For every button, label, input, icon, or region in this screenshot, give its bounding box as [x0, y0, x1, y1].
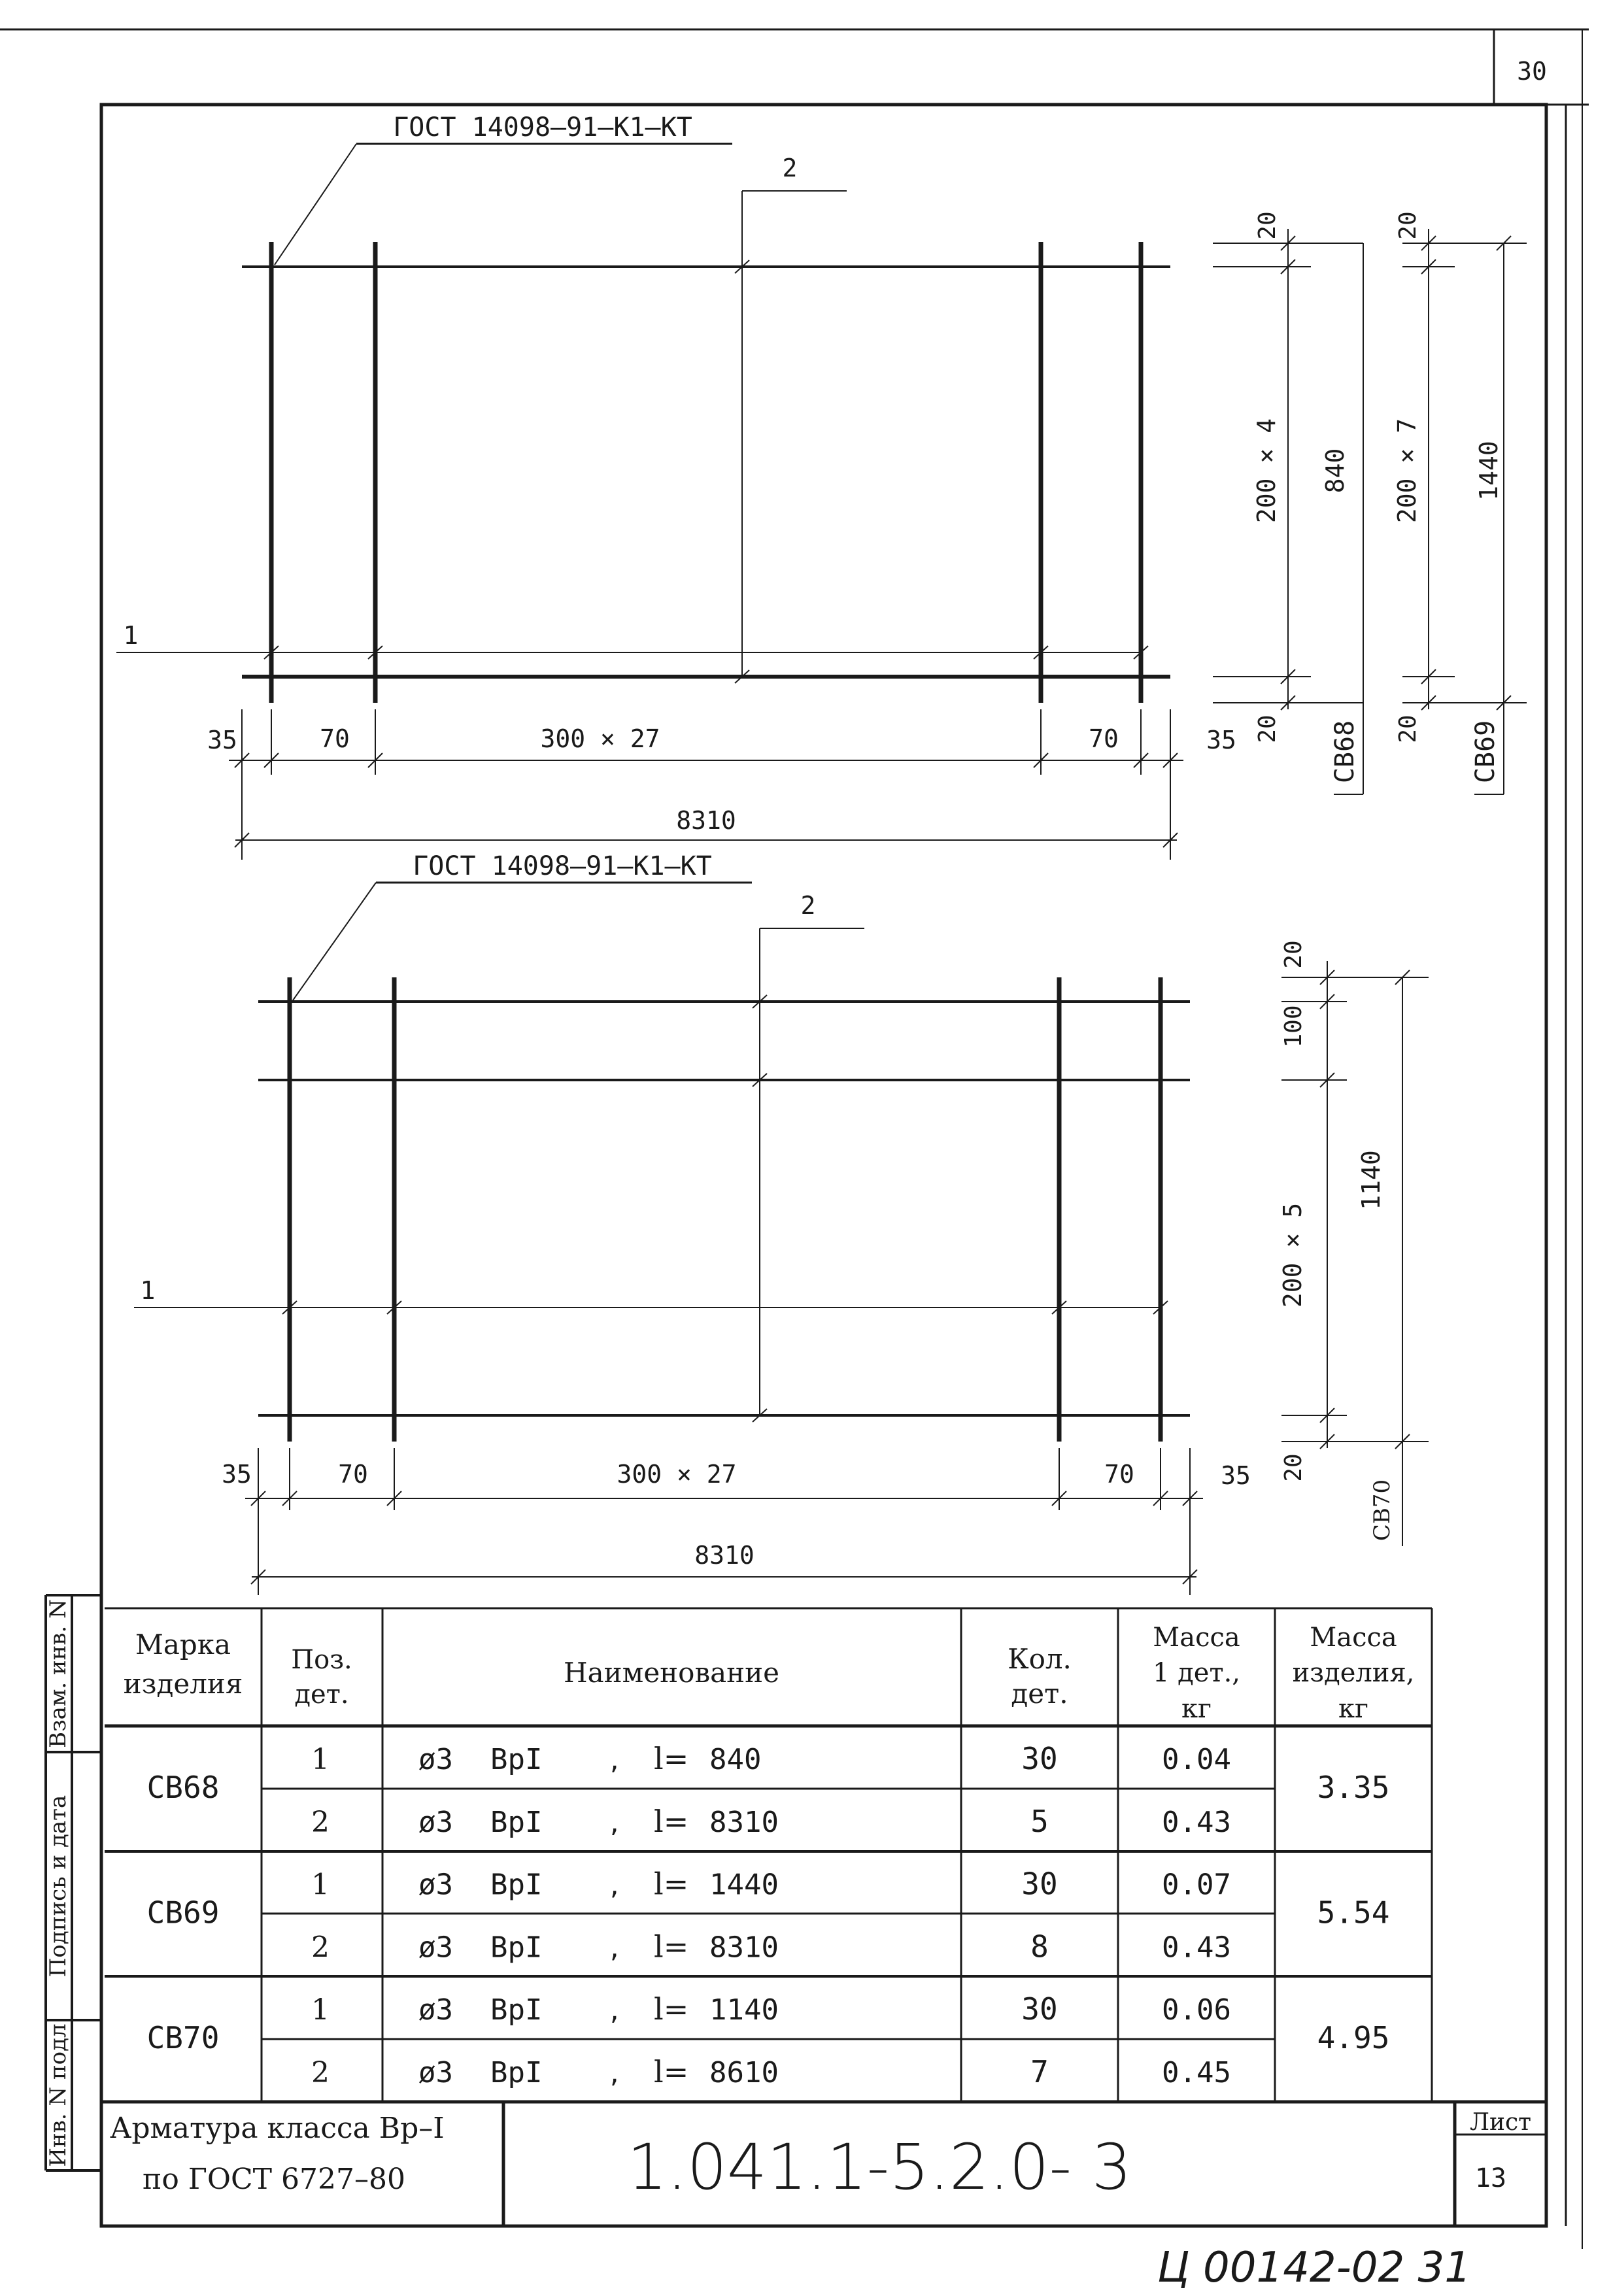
- title-line-1: Арматура класса Вр–I: [110, 2112, 445, 2145]
- specification-table: [105, 1608, 1432, 2102]
- cell-mass: 0.45: [1162, 2056, 1231, 2089]
- cell-qty: 30: [1021, 1741, 1058, 1776]
- cell-comma: ,: [607, 1999, 622, 2025]
- dim-middle: 300 × 27: [540, 724, 660, 753]
- dim-left-space: 70: [338, 1460, 368, 1489]
- side-stamp: [45, 1595, 101, 2170]
- cell-length-label: l=: [654, 1866, 689, 1902]
- stamp-vzam-inv: Взам. инв. N: [45, 1599, 71, 1748]
- cell-mark: СВ68: [146, 1769, 220, 1805]
- dim-c-total: 1140: [1357, 1150, 1385, 1210]
- cell-mass: 0.43: [1162, 1931, 1231, 1965]
- cell-total-mass: 3.35: [1317, 1769, 1390, 1805]
- cell-comma: ,: [607, 1811, 622, 1838]
- cell-length-label: l=: [654, 1804, 689, 1839]
- cell-pos: 2: [311, 1931, 330, 1965]
- archive-code: Ц 00142-02 31: [1157, 2244, 1471, 2292]
- pos-label-2: 2: [800, 891, 816, 920]
- cell-pos: 1: [311, 1993, 330, 2027]
- cell-pos: 2: [311, 1806, 330, 1839]
- cell-mark: СВ69: [146, 1895, 220, 1931]
- header-mass-total: Масса изделия, кг: [1292, 1623, 1415, 1724]
- cell-qty: 8: [1030, 1929, 1049, 1965]
- dim-c-upper: 100: [1280, 1005, 1307, 1048]
- cell-qty: 7: [1030, 2054, 1049, 2089]
- cell-class: ВрI: [490, 2056, 543, 2089]
- dim-b-top: 20: [1395, 211, 1421, 240]
- dim-a-middle: 200 × 4: [1252, 418, 1281, 524]
- header-mass-one: Масса 1 дет., кг: [1152, 1623, 1241, 1724]
- cell-length-label: l=: [654, 1991, 689, 2027]
- dim-b-middle: 200 × 7: [1393, 418, 1421, 524]
- dim-right-edge: 35: [1221, 1461, 1251, 1490]
- mark-cb68: СВ68: [1330, 720, 1360, 784]
- cell-pos: 2: [311, 2056, 330, 2089]
- cell-qty: 30: [1021, 1866, 1058, 1902]
- dim-b-total: 1440: [1474, 441, 1503, 501]
- gost-label: ГОСТ 14098–91–К1–КТ: [393, 112, 692, 143]
- dim-left-edge: 35: [207, 726, 237, 754]
- cell-diameter: ø3: [418, 2056, 453, 2089]
- stamp-inv-podl: Инв. N подл: [45, 2023, 71, 2167]
- cell-class: ВрI: [490, 1993, 543, 2027]
- cell-pos: 1: [311, 1868, 330, 1902]
- cell-length: 8310: [709, 1931, 779, 1965]
- cell-comma: ,: [607, 1936, 622, 1963]
- dim-left-space: 70: [320, 724, 350, 753]
- pos-label-2: 2: [782, 154, 798, 182]
- cell-length: 1140: [709, 1993, 779, 2027]
- dim-a-top: 20: [1254, 211, 1281, 240]
- cell-length: 840: [709, 1743, 762, 1776]
- dim-right-edge: 35: [1206, 726, 1236, 754]
- pos-label-1: 1: [123, 621, 139, 650]
- cell-mark: СВ70: [146, 2019, 220, 2055]
- cell-diameter: ø3: [418, 1743, 453, 1776]
- dim-a-total: 840: [1321, 448, 1349, 494]
- sheet-number: 13: [1474, 2163, 1507, 2193]
- cell-length: 1440: [709, 1868, 779, 1902]
- mark-cb69: СВ69: [1470, 720, 1501, 784]
- cell-length-label: l=: [654, 2054, 689, 2089]
- cell-class: ВрI: [490, 1806, 543, 1839]
- dim-right-space: 70: [1089, 724, 1119, 753]
- header-name: Наименование: [564, 1657, 779, 1689]
- cell-qty: 30: [1021, 1991, 1058, 2027]
- sheet-label: Лист: [1469, 2109, 1532, 2136]
- drawing-2: [134, 851, 1429, 1595]
- stamp-signature-date: Подпись и дата: [45, 1795, 71, 1978]
- drawing-1: [116, 112, 1527, 860]
- mark-cb70: СВ70: [1369, 1479, 1395, 1542]
- dim-total: 8310: [694, 1541, 755, 1570]
- title-block: [101, 2102, 1546, 2226]
- dim-middle: 300 × 27: [617, 1460, 737, 1489]
- cell-comma: ,: [607, 1873, 622, 1900]
- cell-comma: ,: [607, 2061, 622, 2088]
- cell-pos: 1: [311, 1743, 330, 1776]
- cell-mass: 0.07: [1162, 1868, 1231, 1902]
- cell-mass: 0.06: [1162, 1993, 1231, 2027]
- cell-qty: 5: [1030, 1804, 1049, 1839]
- dim-b-bottom: 20: [1395, 715, 1421, 743]
- document-code: 1.041.1-5.2.0- 3: [627, 2131, 1132, 2204]
- cell-diameter: ø3: [418, 1806, 453, 1839]
- cell-mass: 0.04: [1162, 1743, 1231, 1776]
- dim-right-space: 70: [1104, 1460, 1134, 1489]
- dim-left-edge: 35: [222, 1460, 252, 1489]
- cell-class: ВрI: [490, 1743, 543, 1776]
- cell-length: 8610: [709, 2056, 779, 2089]
- header-pos: Поз. дет.: [291, 1645, 352, 1710]
- cell-diameter: ø3: [418, 1931, 453, 1965]
- cell-class: ВрI: [490, 1868, 543, 1902]
- cell-class: ВрI: [490, 1931, 543, 1965]
- cell-diameter: ø3: [418, 1868, 453, 1902]
- cell-length: 8310: [709, 1806, 779, 1839]
- top-sheet-number: 30: [1517, 57, 1547, 86]
- dim-c-bottom: 20: [1280, 1453, 1307, 1482]
- cell-comma: ,: [607, 1748, 622, 1775]
- table-body: [147, 1741, 1390, 2089]
- cell-mass: 0.43: [1162, 1806, 1231, 1839]
- cell-length-label: l=: [654, 1929, 689, 1965]
- dim-c-top: 20: [1280, 940, 1307, 969]
- header-mark: Марка изделия: [123, 1629, 243, 1700]
- dim-c-middle: 200 × 5: [1278, 1202, 1307, 1308]
- cell-length-label: l=: [654, 1741, 689, 1776]
- title-line-2: по ГОСТ 6727–80: [143, 2163, 405, 2196]
- dim-a-bottom: 20: [1254, 715, 1281, 743]
- gost-label: ГОСТ 14098–91–К1–КТ: [413, 851, 712, 881]
- cell-total-mass: 4.95: [1317, 2019, 1390, 2055]
- pos-label-1: 1: [140, 1276, 156, 1305]
- dim-total: 8310: [676, 806, 736, 835]
- cell-diameter: ø3: [418, 1993, 453, 2027]
- cell-total-mass: 5.54: [1317, 1895, 1390, 1931]
- header-qty: Кол. дет.: [1008, 1643, 1072, 1710]
